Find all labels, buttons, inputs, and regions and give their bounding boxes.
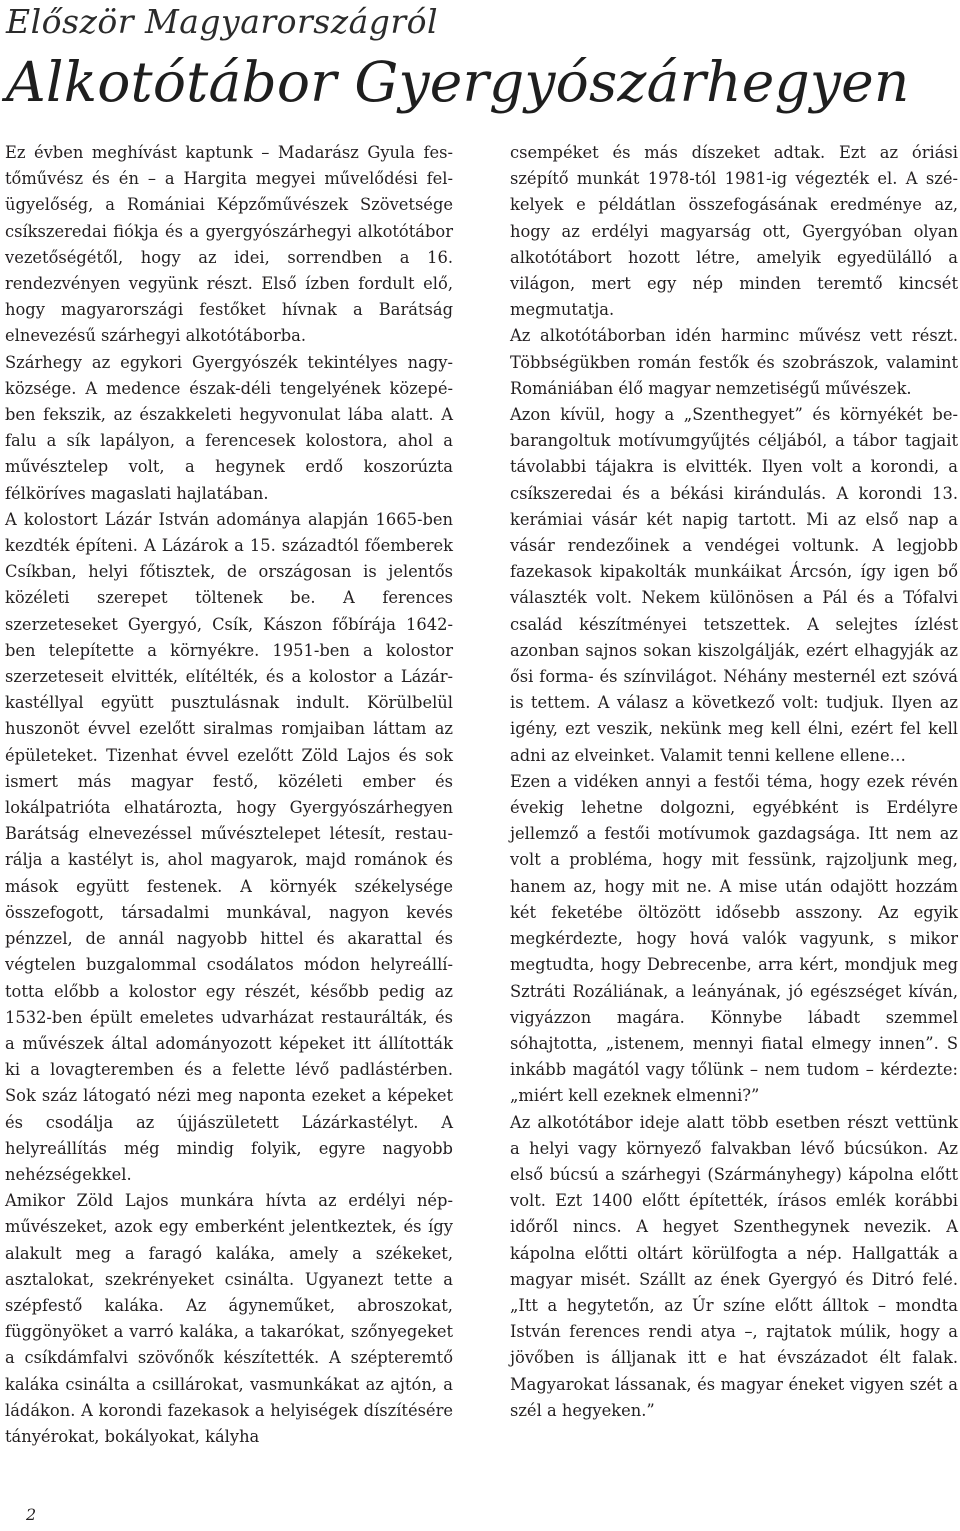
paragraph: A kolostort Lázár István adománya alapján 1665-ben kezdték építeni. A Lázárok a 15. századtól főemberek Csíkban, helyi főtisztek, de országosan is jelentős közéleti szerepet töltenek be. A ferences szerzeteseket Gyergyó, Csík, Kászon főbírája 1642-ben telepítette a környékre. 1951-ben a kolostor szerzeteseit elvitték, elítélték, és a kolostor a Lázárkastéllyal együtt pusztulásnak indult. Körülbelül huszonöt évvel ezelőtt siralmas romjaiban láttam az épületeket. Tizenhat évvel ezelőtt Zöld Lajos és sok ismert más magyar festő, közéleti ember és lokálpatrióta elhatározta, hogy Gyergyószárhegyen Barátság elnevezéssel művésztelepet létesít, restaurálja a kastélyt is, ahol magyarok, majd románok és mások együtt festenek. A környék székelysége összefogott, társadalmi munkával, nagyon kevés pénzzel, de annál nagyobb hittel és akarattal és végtelen buzgalommal csodálatos módon helyreállította előbb a kolostor egy részét, később pedig az 1532-ben épült emeletes udvarházat restaurálták, és a művészek által adományozott képeket itt állították ki a lovagteremben és a felette lévő padlástérben. Sok száz látogató nézi meg naponta ezeket a képeket és csodálja az újjászületett Lázárkastélyt. A helyreállítás még mindig folyik, egyre nagyobb nehézségekkel. <box>5 509 453 1184</box>
right-column <box>510 140 958 1424</box>
article-kicker: Először Magyarországról <box>6 2 439 41</box>
paragraph: Ez évben meghívást kaptunk – Madarász Gyula festőművész és én – a Hargita megyei művelődési felügyelőség, a Romániai Képzőművészek Szövetsége csíkszeredai fiókja és a gyergyószárhegyi alkotótábor vezetőségétől, hogy az idei, sorrendben a 16. rendezvényen vegyünk részt. Első ízben fordult elő, hogy magyarországi festőket hívnak a Barátság elnevezésű szárhegyi alkotótáborba. <box>5 143 453 346</box>
paragraph: Azon kívül, hogy a „Szenthegyet” és környékét bebarangoltuk motívumgyűjtés céljából, a tábor tagjait távolabbi tájakra is elvitték. Ilyen volt a korondi, a csíkszeredai és a békási kirándulás. A korondi 13. kerámiai vásár két napig tartott. Mi az első nap a vásár rendezőinek a vendégei voltunk. A legjobb fazekasok kipakolták munkáikat Árcsón, így igen bő választék volt. Nekem különösen a Pál és a Tófalvi család készítményei tetszettek. A selejtes ízlést azonban sajnos sokan kiszolgálják, ezért elhagyják az ősi forma- és színvilágot. Néhány mesternél ezt szóvá is tettem. A válasz a következő volt: tudjuk. Ilyen az igény, ezt veszik, nekünk meg kell élni, ezért fel kell adni az elveinket. Valamit tenni kellene ellene… <box>510 405 958 765</box>
paragraph: csempéket és más díszeket adtak. Ezt az óriási szépítő munkát 1978-tól 1981-ig végezték el. A székelyek e példátlan összefogásának eredménye az, hogy az erdélyi magyarság ott, Gyergyóban olyan alkotótábort hozott létre, amelyik egyedülálló a világon, mert egy nép minden teremtő kincsét megmutatja. <box>510 143 958 320</box>
article-title: Alkotótábor Gyergyószárhegyen <box>6 50 910 114</box>
paragraph: Az alkotótáborban idén harminc művész vett részt. Többségükben román festők és szobrászok, valamint Romániában élő magyar nemzetiségű művészek. <box>510 326 958 398</box>
paragraph: Amikor Zöld Lajos munkára hívta az erdélyi népművészeket, azok egy emberként jelentkeztek, és így alakult meg a faragó kaláka, amely a székeket, asztalokat, szekrényeket csinálta. Ugyanezt tette a szépfestő kaláka. Az ágyneműket, abroszokat, függönyöket a varró kaláka, a takarókat, szőnyegeket a csíkdámfalvi szövőnők készítették. A szépteremtő kaláka csinálta a csillárokat, vasmunkákat az ajtón, a ládákon. A korondi fazekasok a helyiségek díszítésére tányérokat, bokályokat, kályha <box>5 1191 453 1446</box>
paragraph: Az alkotótábor ideje alatt több esetben részt vettünk a helyi vagy környező falvakban lévő búcsúkon. Az első búcsú a szárhegyi (Szármányhegy) kápolna előtt volt. Ezt 1400 előtt építették, írásos emlék korábbi időről nincs. A hegyet Szenthegynek nevezik. A kápolna előtti oltárt körülfogta a nép. Hallgatták a magyar misét. Szállt az ének Gyergyó és Ditró felé. „Itt a hegytetőn, az Úr színe előtt álltok – mondta István ferences rendi atya –, rajtatok múlik, hogy a jövőben is álljanak itt e hat évszázadot élt falak. Magyarokat lássanak, és magyar éneket vigyen szét a szél a hegyeken.” <box>510 1112 958 1420</box>
left-column <box>5 140 453 1450</box>
page-number: 2 <box>26 1505 37 1524</box>
paragraph: Ezen a vidéken annyi a festői téma, hogy ezek révén évekig lehetne dolgozni, egyébként is Erdélyre jellemző a festői motívumok gazdagsága. Itt nem az volt a probléma, hogy mit fessünk, rajzoljunk meg, hanem az, hogy mit ne. A mise után odajött hozzám két feketébe öltözött idősebb asszony. Az egyik megkérdezte, hogy hová valók vagyunk, s mikor megtudta, hogy Debrecenbe, arra kért, mondjuk meg Sztráti Rozáliának, a leányának, jó egészséget kíván, vigyázzon magára. Könnybe lábadt szemmel sóhajtotta, „istenem, mennyi fiatal elmegy innen”. S inkább magától vagy tőlünk – nem tudom – kérdezte: „miért kell ezeknek elmenni?” <box>510 771 958 1106</box>
paragraph: Szárhegy az egykori Gyergyószék tekintélyes nagyközsége. A medence észak-déli tengelyének közepében fekszik, az északkeleti hegyvonulat lába alatt. A falu a sík lapályon, a ferencesek kolostora, ahol a művésztelep volt, a hegynek erdő koszorúzta félköríves magaslati hajlatában. <box>5 352 453 503</box>
